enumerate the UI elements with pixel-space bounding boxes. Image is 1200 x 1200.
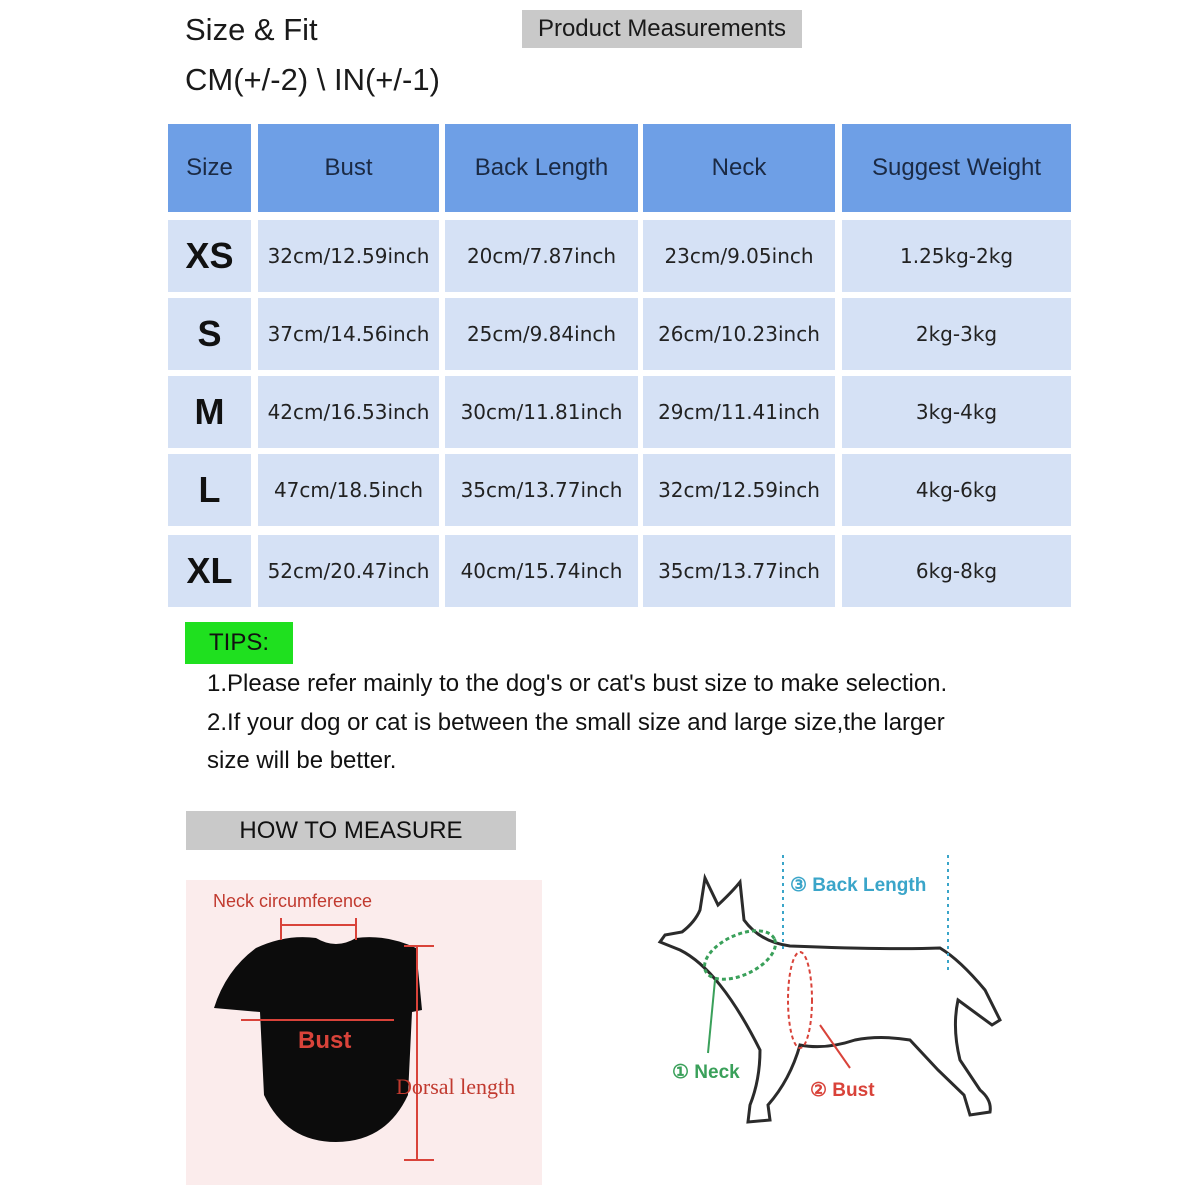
bust-cell: 42cm/16.53inch [258,376,439,448]
column-header-back-length: Back Length [445,124,638,212]
tips-label: TIPS: [185,622,293,664]
back-length-cell: 25cm/9.84inch [445,298,638,370]
product-measurements-label: Product Measurements [522,10,802,48]
shirt-measure-diagram [186,880,542,1185]
suggest-weight-cell: 4kg-6kg [842,454,1071,526]
column-header-size: Size [168,124,251,212]
bust-label: Bust [298,1027,352,1054]
bust-cell: 47cm/18.5inch [258,454,439,526]
back-length-cell: 20cm/7.87inch [445,220,638,292]
size-cell: XL [168,535,251,607]
size-cell: L [168,454,251,526]
bust-measure-ring [788,952,812,1048]
page-title: Size & Fit [185,12,318,47]
neck-cell: 35cm/13.77inch [643,535,835,607]
dog-measure-diagram [640,850,1020,1150]
how-to-measure-label: HOW TO MEASURE [186,811,516,850]
size-cell: M [168,376,251,448]
neck-cell: 26cm/10.23inch [643,298,835,370]
neck-measure-ring [697,921,783,989]
dog-neck-label: ① Neck [672,1062,740,1083]
suggest-weight-cell: 3kg-4kg [842,376,1071,448]
back-length-cell: 35cm/13.77inch [445,454,638,526]
suggest-weight-cell: 2kg-3kg [842,298,1071,370]
bust-cell: 32cm/12.59inch [258,220,439,292]
size-cell: XS [168,220,251,292]
neck-pointer-line [708,980,715,1053]
units-subtitle: CM(+/-2) \ IN(+/-1) [185,62,440,97]
back-length-cell: 40cm/15.74inch [445,535,638,607]
tip-line-3: size will be better. [207,747,397,774]
neck-cell: 23cm/9.05inch [643,220,835,292]
suggest-weight-cell: 6kg-8kg [842,535,1071,607]
neck-cell: 29cm/11.41inch [643,376,835,448]
neck-cell: 32cm/12.59inch [643,454,835,526]
tip-line-2: 2.If your dog or cat is between the small size and large size,the larger [207,709,945,736]
bust-cell: 37cm/14.56inch [258,298,439,370]
dorsal-length-label: Dorsal length [396,1074,516,1099]
size-cell: S [168,298,251,370]
dog-bust-label: ② Bust [810,1080,875,1101]
bust-cell: 52cm/20.47inch [258,535,439,607]
column-header-bust: Bust [258,124,439,212]
column-header-neck: Neck [643,124,835,212]
tip-line-1: 1.Please refer mainly to the dog's or cat's bust size to make selection. [207,670,948,697]
neck-circumference-label: Neck circumference [213,891,373,911]
back-length-cell: 30cm/11.81inch [445,376,638,448]
back-length-label: ③ Back Length [790,875,927,896]
suggest-weight-cell: 1.25kg-2kg [842,220,1071,292]
column-header-suggest-weight: Suggest Weight [842,124,1071,212]
